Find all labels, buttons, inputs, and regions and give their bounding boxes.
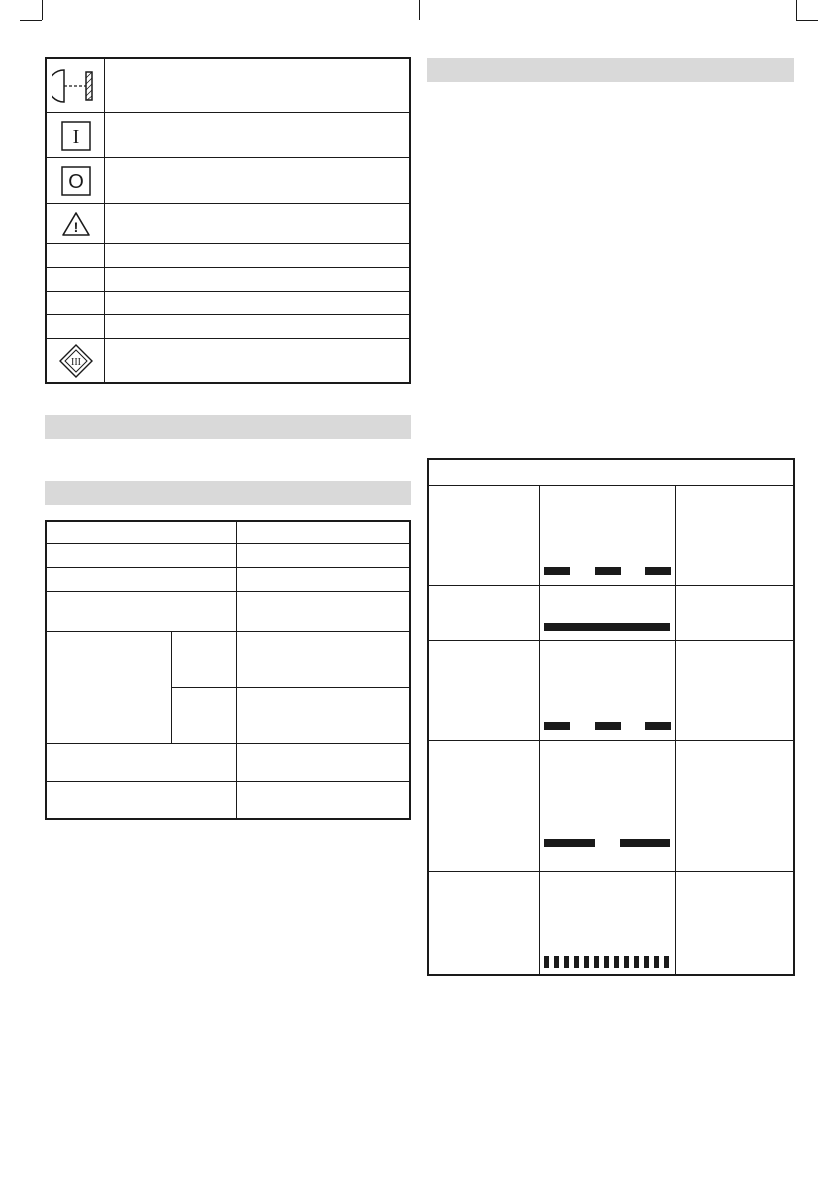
spec-row-line [47, 743, 409, 744]
indicator-header-line [429, 485, 793, 486]
spec-row-line [47, 631, 409, 632]
symbol-row-blank-1 [47, 243, 409, 268]
eye-laser-icon [52, 68, 100, 104]
indicator-segment [544, 567, 570, 575]
symbol-cell [47, 158, 104, 204]
section-header-bar-left-2 [45, 481, 411, 505]
spec-row-line [47, 543, 409, 544]
spec-row-line [171, 687, 409, 688]
indicator-dash [584, 956, 589, 968]
symbol-row-warning [47, 203, 409, 244]
indicator-dash [554, 956, 559, 968]
indicator-row-line [429, 740, 793, 741]
symbol-cell [47, 113, 104, 158]
indicator-dash [544, 956, 549, 968]
power-on-label: I [72, 125, 79, 148]
power-off-label: O [67, 171, 84, 193]
symbols-table [45, 57, 411, 384]
crop-mark-top-center [419, 0, 420, 20]
specifications-table [45, 520, 411, 820]
symbol-row-power-off [47, 157, 409, 204]
indicator-row-line [429, 585, 793, 586]
indicator-dash [624, 956, 629, 968]
indicator-dash [614, 956, 619, 968]
symbol-row-blank-2 [47, 267, 409, 292]
indicator-dash [634, 956, 639, 968]
class-iii-label: III [70, 357, 81, 368]
indicator-segment [645, 567, 671, 575]
section-header-bar-left-1 [45, 415, 411, 439]
spec-row-line [47, 567, 409, 568]
spec-row-line [47, 591, 409, 592]
section-header-bar-right-top [427, 58, 794, 82]
indicator-segment [645, 722, 671, 730]
indicator-dashed-row [544, 956, 671, 968]
indicator-segment [544, 839, 595, 847]
indicator-segment-solid [544, 623, 670, 631]
indicator-segment [595, 722, 621, 730]
indicator-dash [564, 956, 569, 968]
indicator-row-line [429, 871, 793, 872]
indicator-table [427, 458, 795, 976]
indicator-dash [604, 956, 609, 968]
symbol-row-blank-3 [47, 291, 409, 315]
indicator-segment [620, 839, 670, 847]
class-iii-diamond-icon [58, 343, 94, 379]
symbol-cell [47, 59, 104, 112]
symbol-row-blank-4 [47, 314, 409, 339]
crop-mark-top-right [796, 20, 818, 21]
indicator-col-divider-2 [675, 485, 676, 974]
crop-mark-top-right-v [796, 0, 797, 20]
indicator-dash [664, 956, 669, 968]
indicator-dash [644, 956, 649, 968]
power-on-i-icon [61, 121, 91, 151]
crop-mark-top-left-v [42, 0, 43, 20]
indicator-dash [594, 956, 599, 968]
symbol-cell [47, 339, 104, 383]
indicator-col-divider-1 [539, 485, 540, 974]
warning-label: ! [73, 219, 78, 235]
indicator-row-line [429, 640, 793, 641]
power-off-o-icon [61, 166, 91, 196]
indicator-dash [574, 956, 579, 968]
symbol-row-class-iii [47, 338, 409, 383]
symbol-row-laser [47, 59, 409, 112]
indicator-segment [595, 567, 621, 575]
indicator-segment [544, 722, 570, 730]
crop-mark-top-left [20, 20, 42, 21]
symbol-cell [47, 204, 104, 244]
warning-triangle-icon [61, 211, 91, 237]
indicator-dash [654, 956, 659, 968]
spec-row-line [47, 781, 409, 782]
symbol-row-power-on [47, 112, 409, 158]
